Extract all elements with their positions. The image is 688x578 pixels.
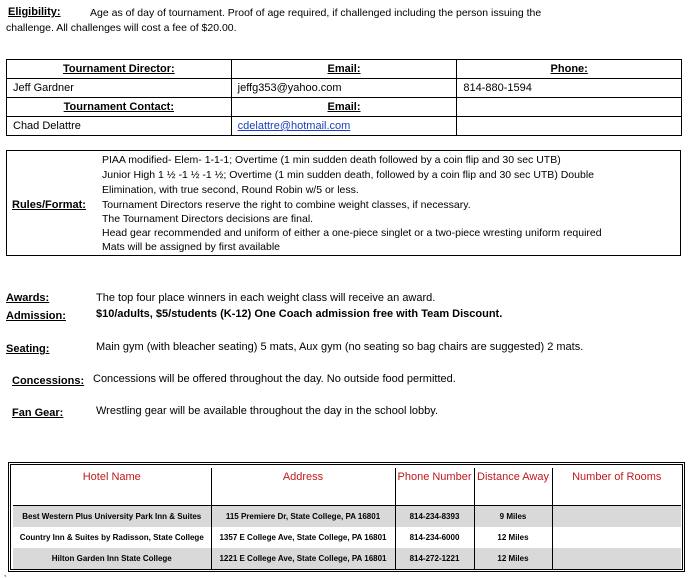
concessions-text: Concessions will be offered throughout the day. No outside food permitted. [93,373,456,385]
rule-line: Junior High 1 ½ -1 ½ -1 ½; Overtime (1 min sudden death, followed by a coin flip and 30 sec UTB) Double [102,169,595,181]
hotel-phone: 814-272-1221 [395,548,474,569]
table-row [13,527,681,548]
eligibility-text-line1: Age as of day of tournament. Proof of age required, if challenged including the person issuing the [90,7,542,19]
hotel-name-header: Hotel Name [13,468,211,506]
rule-line: Head gear recommended and uniform of either a one-piece singlet or a two-piece wresting uniform required [102,227,602,239]
contact-email-link[interactable]: cdelattre@hotmail.com [237,120,351,132]
rule-line: The Tournament Directors decisions are final. [102,213,314,225]
seating-label: Seating: [6,343,50,355]
hotel-rooms [552,548,681,569]
director-email-header: Email: [231,60,457,79]
fan-gear-label: Fan Gear: [12,407,64,419]
contact-row [7,117,682,136]
contact-table [6,59,682,136]
contact-email-cell [231,117,457,136]
hotel-rooms-header: Number of Rooms [552,468,681,506]
hotel-phone: 814-234-8393 [395,506,474,528]
hotel-table [13,468,681,569]
hotel-name: Best Western Plus University Park Inn & Suites [13,506,211,528]
hotel-rooms [552,527,681,548]
hotel-name: Country Inn & Suites by Radisson, State College [13,527,211,548]
table-row [13,506,681,528]
director-header: Tournament Director: [7,60,232,79]
empty-cell [457,98,682,117]
hotel-distance-header: Distance Away [474,468,552,506]
director-name: Jeff Gardner [7,79,232,98]
admission-text: $10/adults, $5/students (K-12) One Coach admission free with Team Discount. [96,308,503,320]
contact-header-row [7,98,682,117]
awards-text: The top four place winners in each weight class will receive an award. [96,292,436,304]
director-email: jeffg353@yahoo.com [231,79,457,98]
seating-text: Main gym (with bleacher seating) 5 mats, Aux gym (no seating so bag chairs are suggested) 2 mats. [96,341,584,353]
hotel-address-header: Address [211,468,395,506]
director-header-row [7,60,682,79]
footer-mark: , [4,569,7,578]
rules-label: Rules/Format: [12,199,86,211]
concessions-label: Concessions: [12,375,85,387]
contact-name: Chad Delattre [7,117,232,136]
hotel-address: 1221 E College Ave, State College, PA 16801 [211,548,395,569]
empty-cell [457,117,682,136]
rule-line: Tournament Directors reserve the right to combine weight classes, if necessary. [102,199,471,211]
hotel-distance: 12 Miles [474,527,552,548]
eligibility-label: Eligibility: [8,6,61,18]
hotel-phone: 814-234-6000 [395,527,474,548]
hotel-rooms [552,506,681,528]
contact-email-header: Email: [231,98,457,117]
rule-line: Elimination, with true second, Round Robin w/5 or less. [102,184,359,196]
admission-label: Admission: [6,310,66,322]
rule-line: Mats will be assigned by first available [102,241,280,253]
fan-gear-text: Wrestling gear will be available throughout the day in the school lobby. [96,405,439,417]
hotel-address: 1357 E College Ave, State College, PA 16801 [211,527,395,548]
awards-label: Awards: [6,292,50,304]
hotel-address: 115 Premiere Dr, State College, PA 16801 [211,506,395,528]
contact-header: Tournament Contact: [7,98,232,117]
rule-line: PIAA modified- Elem- 1-1-1; Overtime (1 min sudden death followed by a coin flip and 30 sec UTB) [102,154,561,166]
hotel-header-row [13,468,681,506]
director-row [7,79,682,98]
hotel-distance: 9 Miles [474,506,552,528]
hotel-distance: 12 Miles [474,548,552,569]
hotel-name: Hilton Garden Inn State College [13,548,211,569]
hotel-phone-header: Phone Number [395,468,474,506]
eligibility-text-line2: challenge. All challenges will cost a fee of $20.00. [6,22,237,34]
director-phone: 814-880-1594 [457,79,682,98]
table-row [13,548,681,569]
director-phone-header: Phone: [457,60,682,79]
